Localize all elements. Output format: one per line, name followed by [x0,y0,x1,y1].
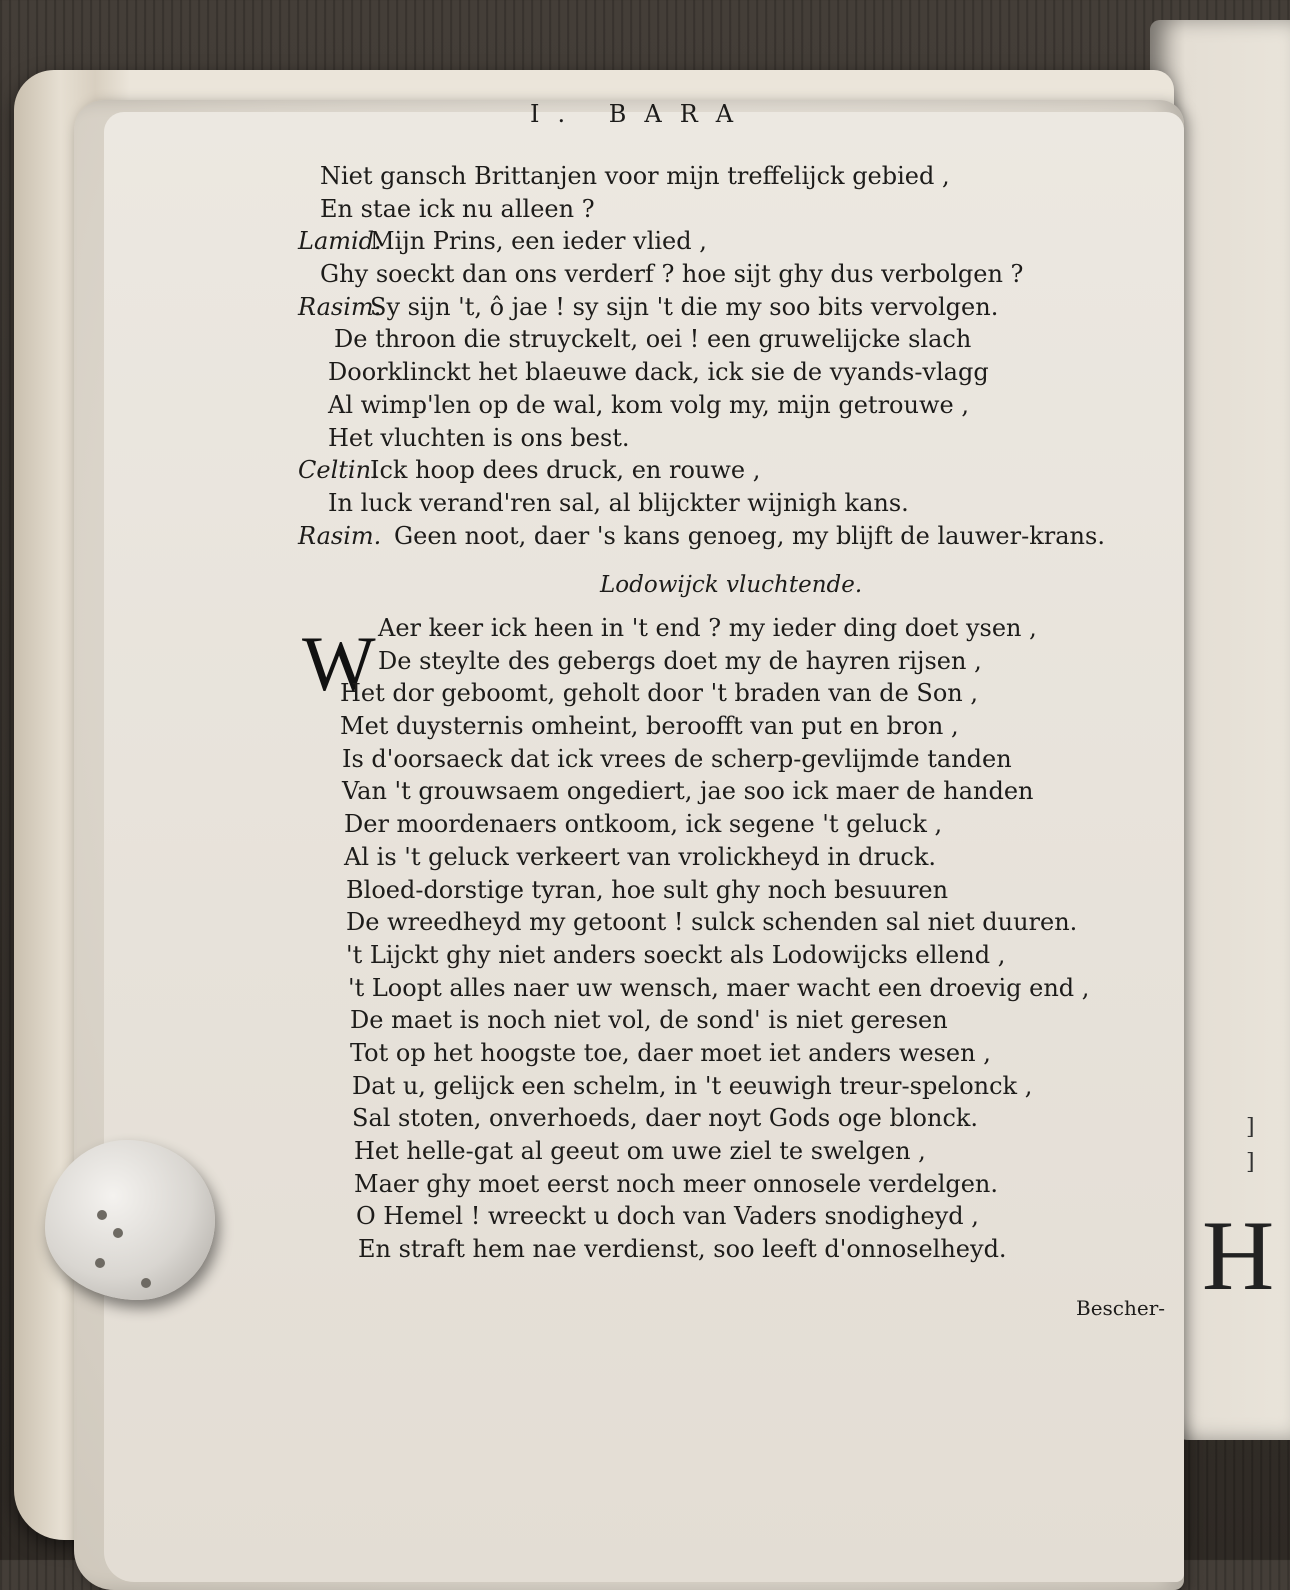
verse-text: Niet gansch Brittanjen voor mijn treffelijck gebied , [320,162,950,190]
verse-text: De wreedheyd my getoont ! sulck schenden sal niet duuren. [346,908,1078,937]
speaker-name: Rasim. [298,292,382,321]
running-head: I. BARA [530,100,752,128]
verse-text: Met duysternis omheint, beroofft van put en bron , [340,712,959,741]
verse-text: Aer keer ick heen in 't end ? my ieder ding doet ysen , [378,614,1037,642]
verse-text: Ick hoop dees druck, en rouwe , [370,456,761,485]
verse-text: Mijn Prins, een ieder vlied , [370,227,707,256]
verse-text: Al wimp'len op de wal, kom volg my, mijn getrouwe , [328,390,969,419]
verse-text: Dat u, gelijck een schelm, in 't eeuwigh treur-spelonck , [352,1071,1033,1100]
facing-page-marks: ] ] [1246,1115,1255,1176]
verse-text: Het dor geboomt, geholt door 't braden van de Son , [340,679,979,708]
verse-text: Tot op het hoogste toe, daer moet iet anders wesen , [350,1038,991,1067]
speaker-name: Lamid. [298,227,382,256]
verse-text: Sal stoten, onverhoeds, daer noyt Gods oge blonck. [352,1104,979,1133]
speaker-name: Rasim. [298,521,382,550]
verse-text: En straft hem nae verdienst, soo leeft d'onnoselheyd. [358,1235,1007,1264]
verse-text: Het vluchten is ons best. [328,423,630,452]
stone-paperweight [45,1140,215,1300]
verse-text: De maet is noch niet vol, de sond' is niet geresen [350,1006,948,1035]
verse-text: 't Loopt alles naer uw wensch, maer wacht een droevig end , [348,973,1090,1002]
verse-text: Geen noot, daer 's kans genoeg, my blijft de lauwer-krans. [394,521,1105,550]
verse-text: De throon die struyckelt, oei ! een gruwelijcke slach [334,325,972,354]
verse-text: Van 't grouwsaem ongediert, jae soo ick maer de handen [342,777,1034,806]
verse-text: Maer ghy moet eerst noch meer onnosele verdelgen. [354,1169,999,1198]
speaker-name: Celtin. [298,456,379,485]
verse-text: En stae ick nu alleen ? [320,194,595,223]
verse-text: Der moordenaers ontkoom, ick segene 't geluck , [344,810,943,839]
verse-text: Is d'oorsaeck dat ick vrees de scherp-gevlijmde tanden [342,744,1012,773]
verse-text: Ghy soeckt dan ons verderf ? hoe sijt ghy dus verbolgen ? [320,260,1024,289]
facing-page-initial: H [1202,1200,1275,1311]
verse-text: Doorklinckt het blaeuwe dack, ick sie de vyands-vlagg [328,358,989,387]
stage-direction: Lodowijck vluchtende. [600,572,863,598]
verse-text: 't Lijckt ghy niet anders soeckt als Lodowijcks ellend , [346,940,1006,969]
drop-cap: W [302,620,376,707]
verse-text: Sy sijn 't, ô jae ! sy sijn 't die my soo bits vervolgen. [370,292,999,321]
verse-text: De steylte des gebergs doet my de hayren rijsen , [378,646,982,675]
verse-text: Bloed-dorstige tyran, hoe sult ghy noch besuuren [346,875,949,904]
catchword: Bescher- [1076,1296,1166,1320]
verse-text: Al is 't geluck verkeert van vrolickheyd in druck. [344,842,937,871]
verse-text: O Hemel ! wreeckt u doch van Vaders snodigheyd , [356,1202,979,1231]
verse-text: In luck verand'ren sal, al blijckter wijnigh kans. [328,488,909,517]
verse-text: Het helle-gat al geeut om uwe ziel te swelgen , [354,1137,926,1165]
